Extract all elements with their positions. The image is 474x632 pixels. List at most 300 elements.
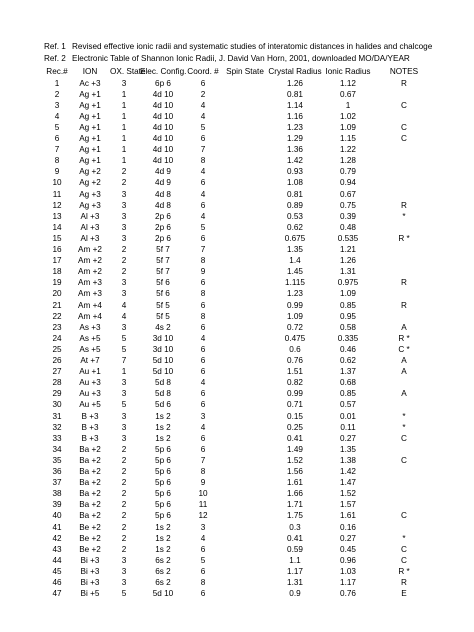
cell-ox-state: 3 [121,378,127,388]
cell-coord-number: 6 [200,544,206,554]
cell-ionic-radius: 1.57 [340,500,356,510]
cell-ox-state: 3 [121,289,127,299]
cell-rec-number: 41 [52,522,62,532]
cell-rec-number: 32 [52,422,62,432]
cell-ion: Ag +3 [79,189,101,199]
cell-ion: Al +3 [80,222,100,232]
cell-ion: Ba +2 [79,500,101,510]
cell-rec-number: 28 [52,378,62,388]
cell-elec-config: 5d 8 [155,389,171,399]
reference-1 [44,42,432,52]
cell-elec-config: 4d 8 [155,189,171,199]
cell-crystal-radius: 1.08 [287,178,303,188]
cell-notes: E [401,589,407,599]
cell-notes: * [402,422,406,432]
cell-elec-config: 5p 6 [155,500,171,510]
cell-ionic-radius: 1.03 [340,566,356,576]
cell-elec-config: 5d 6 [155,400,171,410]
cell-elec-config: 5d 10 [152,356,174,365]
table-row [0,533,474,544]
cell-ion: As +5 [79,344,101,354]
cell-elec-config: 1s 2 [155,422,171,432]
cell-elec-config: 4d 10 [152,122,174,132]
table-row [0,111,474,122]
cell-ion: B +3 [81,422,99,432]
cell-elec-config: 2p 6 [155,222,171,232]
cell-coord-number: 8 [200,311,206,321]
cell-crystal-radius: 1.66 [287,489,303,499]
cell-crystal-radius: 1.14 [287,100,303,110]
cell-ionic-radius: 0.535 [337,233,359,243]
cell-elec-config: 4d 10 [152,89,174,99]
cell-notes: * [402,533,406,543]
cell-rec-number: 11 [52,189,62,199]
cell-coord-number: 8 [200,578,206,587]
cell-elec-config: 4s 2 [155,322,171,332]
cell-crystal-radius: 0.41 [287,533,303,543]
cell-ox-state: 3 [121,233,127,243]
cell-ionic-radius: 1.15 [340,134,356,143]
cell-rec-number: 12 [52,200,62,210]
cell-elec-config: 5d 10 [152,367,174,377]
cell-crystal-radius: 0.475 [284,333,306,343]
cell-ionic-radius: 1.52 [340,489,356,499]
cell-ionic-radius: 1.26 [340,256,356,266]
cell-crystal-radius: 1.16 [287,111,303,121]
cell-ion: Ag +1 [79,111,101,121]
cell-crystal-radius: 1.35 [287,245,303,254]
cell-ion: Ba +2 [79,444,101,454]
cell-notes: * [402,211,406,221]
table-row [0,377,474,388]
cell-elec-config: 5f 7 [156,245,170,254]
table-row [0,366,474,377]
cell-rec-number: 5 [54,122,60,132]
cell-ox-state: 2 [121,245,127,254]
cell-elec-config: 5d 8 [155,378,171,388]
cell-ox-state: 1 [121,89,127,99]
cell-ionic-radius: 0.975 [337,278,359,288]
cell-ion: Bi +3 [80,578,100,587]
cell-ox-state: 3 [121,78,127,88]
cell-rec-number: 37 [52,478,62,488]
cell-elec-config: 2p 6 [155,233,171,243]
cell-crystal-radius: 0.82 [287,378,303,388]
header-notes: NOTES [389,67,419,76]
cell-ox-state: 2 [121,500,127,510]
cell-ion: Be +2 [79,522,101,532]
cell-rec-number: 19 [52,278,62,288]
table-row [0,444,474,455]
cell-notes: A [401,367,407,377]
cell-notes: C [401,433,407,443]
cell-ion: Ag +1 [79,89,101,99]
cell-ion: Au +3 [79,389,101,399]
cell-rec-number: 9 [54,167,60,177]
cell-elec-config: 4d 10 [152,134,174,143]
cell-ion: Bi +5 [80,589,100,599]
cell-elec-config: 5f 7 [156,256,170,266]
cell-rec-number: 33 [52,433,62,443]
cell-crystal-radius: 0.3 [289,522,301,532]
table-row [0,355,474,366]
table-row [0,100,474,111]
cell-elec-config: 5p 6 [155,467,171,476]
table-row [0,466,474,477]
table-row [0,78,474,89]
cell-coord-number: 12 [198,511,208,521]
cell-ionic-radius: 1.22 [340,145,356,155]
cell-elec-config: 4d 10 [152,156,174,166]
cell-ox-state: 1 [121,367,127,377]
cell-elec-config: 1s 2 [155,533,171,543]
cell-crystal-radius: 1.09 [287,311,303,321]
cell-coord-number: 7 [200,455,206,465]
reference-1-text: Revised effective ionic radii and systematic studies of interatomic distances in halides and chalcoge [72,42,433,51]
cell-coord-number: 6 [200,389,206,399]
cell-ionic-radius: 0.46 [340,344,356,354]
cell-ion: Am +4 [78,311,102,321]
cell-ionic-radius: 1.21 [340,245,356,254]
cell-crystal-radius: 1.1 [289,555,301,565]
cell-rec-number: 43 [52,544,62,554]
cell-ion: Be +2 [79,544,101,554]
cell-elec-config: 5f 6 [156,278,170,288]
cell-rec-number: 13 [52,211,62,221]
cell-coord-number: 8 [200,467,206,476]
cell-ion: Ba +2 [79,511,101,521]
cell-ion: Ag +3 [79,200,101,210]
cell-ox-state: 1 [121,111,127,121]
cell-coord-number: 6 [200,444,206,454]
cell-crystal-radius: 1.17 [287,566,303,576]
cell-ionic-radius: 0.76 [340,589,356,599]
cell-notes: A [401,356,407,365]
cell-coord-number: 4 [200,100,206,110]
cell-ox-state: 3 [121,566,127,576]
cell-ion: Am +2 [78,256,102,266]
cell-ion: Bi +3 [80,555,100,565]
table-row [0,233,474,244]
cell-ox-state: 4 [121,311,127,321]
table-row [0,200,474,211]
cell-ionic-radius: 0.48 [340,222,356,232]
table-row [0,455,474,466]
cell-elec-config: 4d 10 [152,100,174,110]
cell-ox-state: 2 [121,478,127,488]
cell-crystal-radius: 1.75 [287,511,303,521]
cell-ionic-radius: 0.96 [340,555,356,565]
cell-rec-number: 8 [54,156,60,166]
cell-ox-state: 1 [121,134,127,143]
cell-ox-state: 2 [121,467,127,476]
cell-elec-config: 4d 9 [155,167,171,177]
cell-crystal-radius: 1.49 [287,444,303,454]
cell-elec-config: 1s 2 [155,411,171,421]
cell-ionic-radius: 0.94 [340,178,356,188]
reference-2-text: Electronic Table of Shannon Ionic Radii, J. David Van Horn, 2001, downloaded MO/DA/YEAR [72,54,410,63]
cell-ox-state: 5 [121,589,127,599]
cell-ion: Ac +3 [79,78,101,88]
cell-elec-config: 5f 5 [156,300,170,310]
cell-crystal-radius: 0.59 [287,544,303,554]
cell-rec-number: 35 [52,455,62,465]
cell-crystal-radius: 0.53 [287,211,303,221]
cell-rec-number: 15 [52,233,62,243]
cell-coord-number: 6 [200,589,206,599]
cell-ion: B +3 [81,433,99,443]
cell-coord-number: 6 [200,200,206,210]
cell-ion: Ag +1 [79,134,101,143]
cell-elec-config: 5f 5 [156,311,170,321]
cell-rec-number: 20 [52,289,62,299]
cell-crystal-radius: 1.31 [287,578,303,587]
cell-rec-number: 25 [52,344,62,354]
cell-crystal-radius: 1.26 [287,78,303,88]
cell-ox-state: 3 [121,322,127,332]
cell-rec-number: 31 [52,411,62,421]
cell-ion: As +3 [79,322,101,332]
cell-ionic-radius: 0.39 [340,211,356,221]
cell-notes: C [401,544,407,554]
table-row [0,555,474,566]
cell-ox-state: 1 [121,122,127,132]
cell-crystal-radius: 0.9 [289,589,301,599]
reference-1-tag: Ref. 1 [44,42,66,51]
cell-coord-number: 6 [200,344,206,354]
cell-ox-state: 3 [121,422,127,432]
cell-elec-config: 5p 6 [155,489,171,499]
cell-elec-config: 4d 8 [155,200,171,210]
table-row [0,288,474,299]
table-row [0,189,474,200]
cell-notes: R * [398,566,410,576]
table-row [0,510,474,521]
cell-crystal-radius: 1.42 [287,156,303,166]
cell-ion: Ba +2 [79,489,101,499]
cell-elec-config: 6s 2 [155,555,171,565]
cell-rec-number: 3 [54,100,60,110]
cell-ox-state: 1 [121,145,127,155]
cell-rec-number: 7 [54,145,60,155]
header-ion: ION [82,67,98,76]
cell-notes: R [401,78,407,88]
cell-rec-number: 10 [52,178,62,188]
cell-ionic-radius: 1.28 [340,156,356,166]
cell-crystal-radius: 0.6 [289,344,301,354]
cell-ionic-radius: 1 [345,100,351,110]
cell-ox-state: 3 [121,555,127,565]
cell-coord-number: 5 [200,122,206,132]
table-row [0,266,474,277]
cell-crystal-radius: 1.56 [287,467,303,476]
cell-rec-number: 2 [54,89,60,99]
cell-ionic-radius: 0.67 [340,89,356,99]
cell-ion: Am +2 [78,267,102,277]
cell-ion: Am +3 [78,278,102,288]
cell-coord-number: 6 [200,300,206,310]
cell-rec-number: 29 [52,389,62,399]
cell-ion: Am +3 [78,289,102,299]
table-row [0,399,474,410]
table-row [0,544,474,555]
table-row [0,255,474,266]
cell-rec-number: 16 [52,245,62,254]
cell-ionic-radius: 1.09 [340,289,356,299]
cell-ion: Al +3 [80,211,100,221]
table-row [0,300,474,311]
cell-ox-state: 2 [121,256,127,266]
table-row [0,311,474,322]
cell-ox-state: 2 [121,267,127,277]
cell-ionic-radius: 1.02 [340,111,356,121]
cell-ionic-radius: 0.16 [340,522,356,532]
cell-coord-number: 4 [200,533,206,543]
cell-ionic-radius: 0.75 [340,200,356,210]
cell-elec-config: 2p 6 [155,211,171,221]
cell-coord-number: 10 [198,489,208,499]
table-row [0,488,474,499]
cell-coord-number: 11 [198,500,208,510]
cell-coord-number: 7 [200,245,206,254]
cell-ox-state: 1 [121,156,127,166]
cell-crystal-radius: 0.62 [287,222,303,232]
cell-crystal-radius: 1.71 [287,500,303,510]
cell-ox-state: 3 [121,389,127,399]
cell-elec-config: 6s 2 [155,578,171,587]
table-row [0,588,474,599]
cell-rec-number: 34 [52,444,62,454]
cell-ionic-radius: 0.335 [337,333,359,343]
cell-ionic-radius: 0.95 [340,311,356,321]
cell-coord-number: 2 [200,89,206,99]
cell-ion: Ba +2 [79,455,101,465]
table-row [0,411,474,422]
table-row [0,522,474,533]
table-row [0,177,474,188]
cell-ion: Am +2 [78,245,102,254]
cell-coord-number: 6 [200,233,206,243]
cell-rec-number: 18 [52,267,62,277]
cell-ox-state: 3 [121,411,127,421]
cell-ion: Al +3 [80,233,100,243]
cell-notes: C [401,134,407,143]
cell-ionic-radius: 1.37 [340,367,356,377]
cell-coord-number: 6 [200,178,206,188]
cell-crystal-radius: 1.23 [287,289,303,299]
cell-elec-config: 5p 6 [155,455,171,465]
cell-ion: Ag +1 [79,156,101,166]
cell-rec-number: 22 [52,311,62,321]
cell-coord-number: 4 [200,333,206,343]
cell-rec-number: 4 [54,111,60,121]
cell-coord-number: 3 [200,411,206,421]
table-row [0,144,474,155]
cell-rec-number: 26 [52,356,62,365]
cell-elec-config: 4d 10 [152,145,174,155]
cell-crystal-radius: 0.93 [287,167,303,177]
cell-coord-number: 4 [200,378,206,388]
cell-ox-state: 2 [121,455,127,465]
cell-rec-number: 45 [52,566,62,576]
cell-ion: Ag +1 [79,122,101,132]
cell-elec-config: 4d 10 [152,111,174,121]
table-header [0,66,474,77]
cell-ox-state: 2 [121,178,127,188]
cell-rec-number: 39 [52,500,62,510]
table-row [0,322,474,333]
cell-crystal-radius: 1.36 [287,145,303,155]
cell-ion: Ba +2 [79,467,101,476]
cell-notes: C [401,455,407,465]
cell-ionic-radius: 0.57 [340,400,356,410]
cell-notes: A [401,322,407,332]
cell-ox-state: 3 [121,189,127,199]
header-ox-state: OX. State [110,67,146,76]
table-row [0,388,474,399]
cell-crystal-radius: 0.81 [287,189,303,199]
cell-notes: C * [398,344,410,354]
cell-coord-number: 6 [200,367,206,377]
cell-ionic-radius: 0.11 [340,422,356,432]
cell-ionic-radius: 0.85 [340,300,356,310]
cell-ionic-radius: 1.35 [340,444,356,454]
cell-ionic-radius: 0.85 [340,389,356,399]
header-elec-config: Elec. Config. [140,67,187,76]
header-rec: Rec.# [46,67,68,76]
cell-ox-state: 2 [121,522,127,532]
cell-ox-state: 2 [121,511,127,521]
cell-crystal-radius: 0.89 [287,200,303,210]
cell-notes: R [401,278,407,288]
cell-ion: Ag +2 [79,167,101,177]
cell-ion: Au +3 [79,378,101,388]
cell-ionic-radius: 1.17 [340,578,356,587]
cell-ox-state: 3 [121,433,127,443]
cell-rec-number: 1 [54,78,60,88]
reference-2 [44,54,410,64]
cell-ionic-radius: 1.09 [340,122,356,132]
cell-coord-number: 7 [200,145,206,155]
cell-elec-config: 3d 10 [152,344,174,354]
cell-ionic-radius: 0.27 [340,433,356,443]
cell-ionic-radius: 1.47 [340,478,356,488]
cell-rec-number: 40 [52,511,62,521]
cell-elec-config: 6p 6 [155,78,171,88]
cell-ox-state: 3 [121,578,127,587]
cell-ox-state: 3 [121,278,127,288]
cell-elec-config: 6s 2 [155,566,171,576]
cell-ion: Ba +2 [79,478,101,488]
cell-coord-number: 6 [200,566,206,576]
cell-elec-config: 5p 6 [155,444,171,454]
cell-ionic-radius: 0.01 [340,411,356,421]
cell-ion: Be +2 [79,533,101,543]
cell-crystal-radius: 0.76 [287,356,303,365]
cell-ox-state: 4 [121,300,127,310]
cell-rec-number: 21 [52,300,62,310]
cell-elec-config: 1s 2 [155,522,171,532]
cell-rec-number: 17 [52,256,62,266]
cell-crystal-radius: 0.41 [287,433,303,443]
cell-coord-number: 4 [200,211,206,221]
cell-elec-config: 5p 6 [155,478,171,488]
cell-coord-number: 8 [200,289,206,299]
cell-ion: At +7 [80,356,100,365]
cell-crystal-radius: 1.115 [285,278,305,288]
cell-crystal-radius: 1.23 [287,122,303,132]
cell-coord-number: 8 [200,256,206,266]
